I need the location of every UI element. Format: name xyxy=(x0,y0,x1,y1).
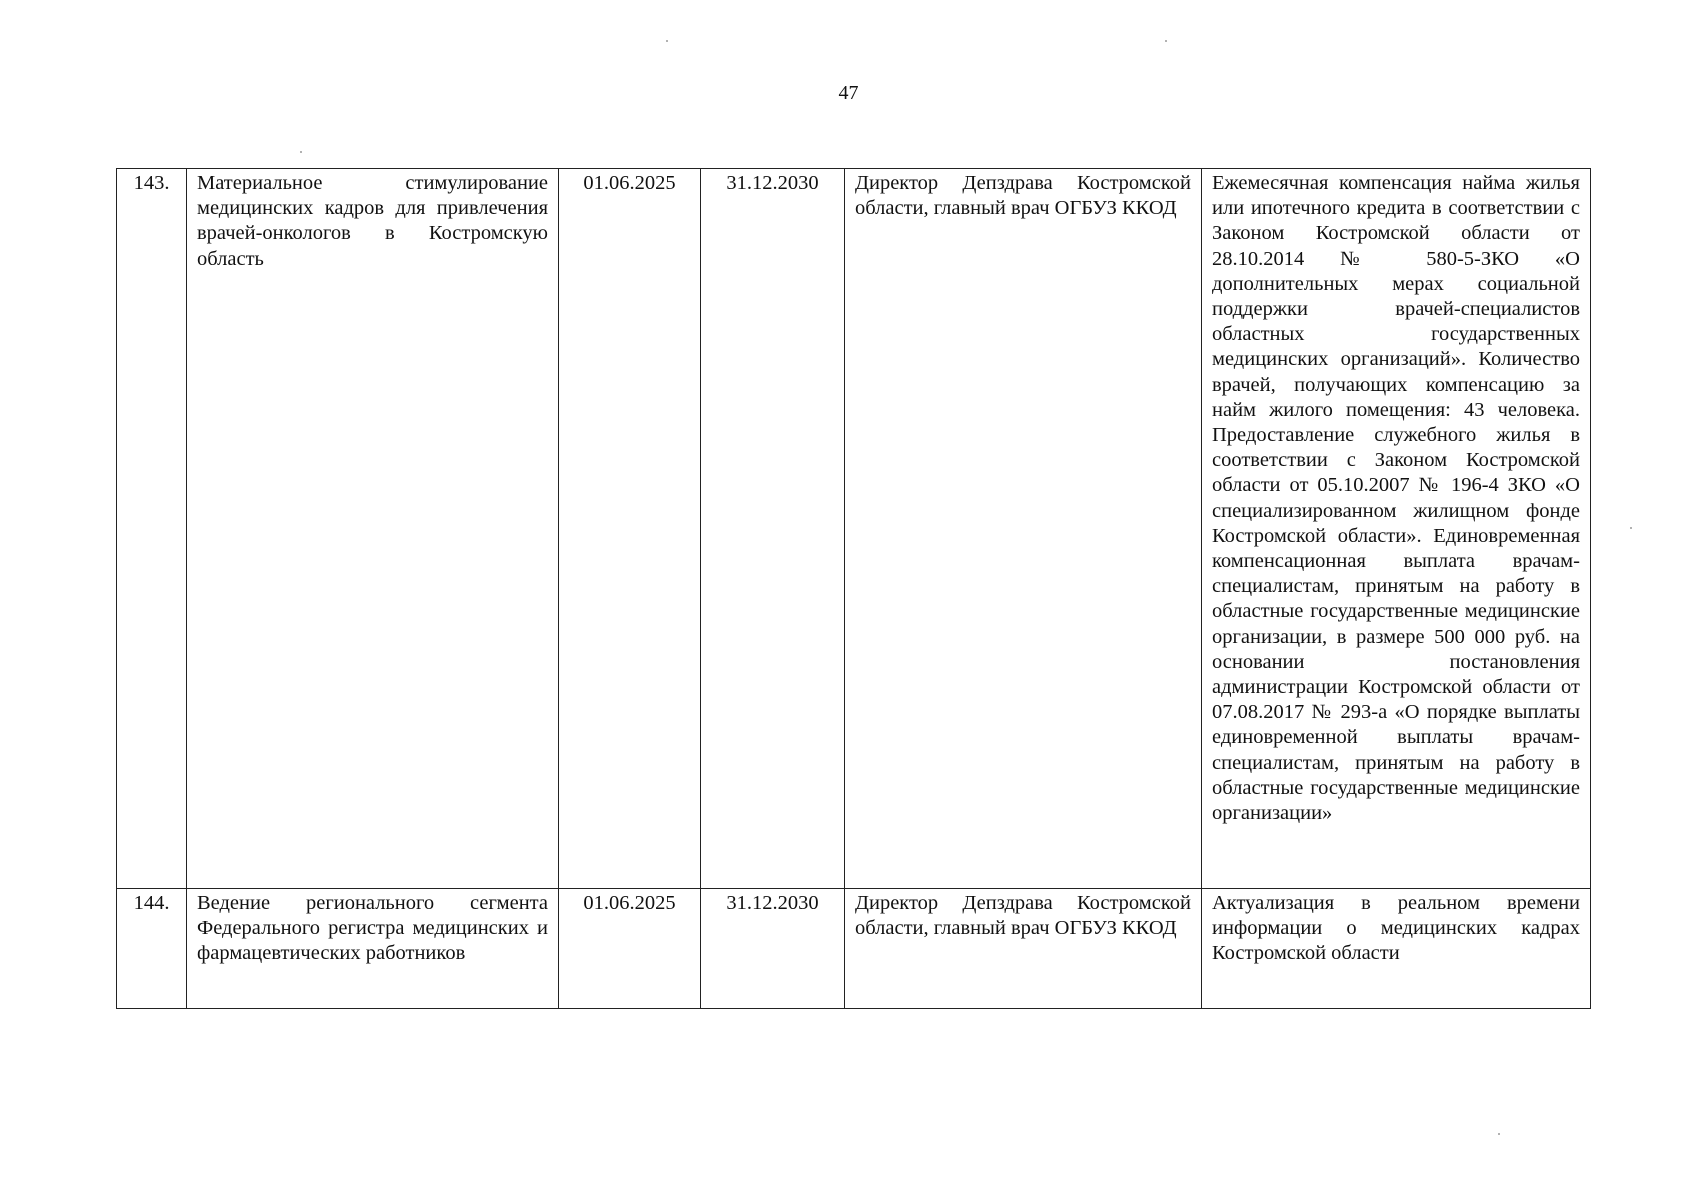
row-number: 144. xyxy=(117,889,187,1009)
activity-cell: Ведение регионального сегмента Федерального регистра медицинских и фармацевтических работников xyxy=(187,889,559,1009)
page-number: 47 xyxy=(838,82,859,104)
row-number: 143. xyxy=(117,169,187,889)
start-date-cell: 01.06.2025 xyxy=(559,169,701,889)
scan-speck xyxy=(1165,40,1167,42)
start-date-cell: 01.06.2025 xyxy=(559,889,701,1009)
scan-speck xyxy=(300,151,302,153)
end-date-cell: 31.12.2030 xyxy=(701,169,845,889)
activity-cell: Материальное стимулирование медицинских кадров для привлечения врачей-онкологов в Костромскую область xyxy=(187,169,559,889)
result-cell: Ежемесячная компенсация найма жилья или ипотечного кредита в соответствии с Законом Костромской области от 28.10.2014 № 580-5-ЗКО «О дополнительных мерах социальной поддержки врачей-специалистов областных государственных медицинских организаций». Количество врачей, получающих компенсацию за найм жилого помещения: 43 человека. Предоставление служебного жилья в соответствии с Законом Костромской области от 05.10.2007 № 196-4 ЗКО «О специализированном жилищном фонде Костромской области». Единовременная компенсационная выплата врачам-специалистам, принятым на работу в областные государственные медицинские организации, в размере 500 000 руб. на основании постановления администрации Костромской области от 07.08.2017 № 293-а «О порядке выплаты единовременной выплаты врачам-специалистам, принятым на работу в областные государственные медицинские организации» xyxy=(1202,169,1591,889)
scan-speck xyxy=(1630,527,1632,529)
activities-table xyxy=(116,168,1591,1009)
responsible-cell: Директор Депздрава Костромской области, главный врач ОГБУЗ ККОД xyxy=(845,889,1202,1009)
responsible-cell: Директор Депздрава Костромской области, главный врач ОГБУЗ ККОД xyxy=(845,169,1202,889)
result-cell: Актуализация в реальном времени информации о медицинских кадрах Костромской области xyxy=(1202,889,1591,1009)
end-date-cell: 31.12.2030 xyxy=(701,889,845,1009)
table-row xyxy=(117,889,1591,1009)
scan-speck xyxy=(666,40,668,42)
table-row xyxy=(117,169,1591,889)
scan-speck xyxy=(1498,1133,1500,1135)
